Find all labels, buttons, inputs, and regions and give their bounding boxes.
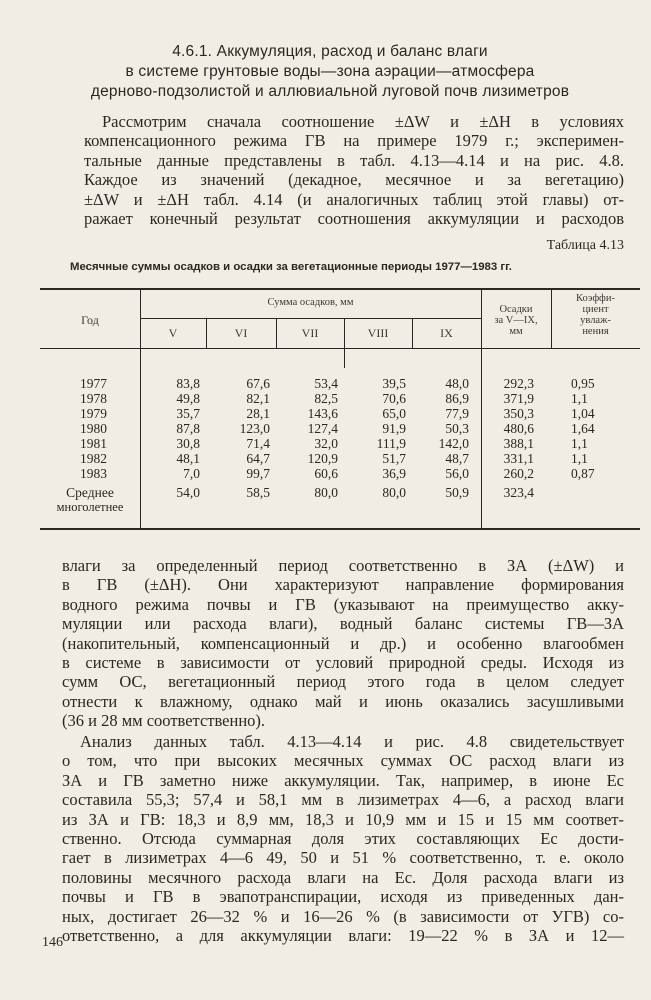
cell-vi: 28,1 xyxy=(246,406,270,421)
heading-line: 4.6.1. Аккумуляция, расход и баланс влаги xyxy=(172,43,488,60)
cell-vi: 99,7 xyxy=(246,466,270,481)
cell-viii: 65,0 xyxy=(382,406,406,421)
cell-ix: 77,9 xyxy=(445,406,469,421)
text-line: отнести к влажному, однако май и июнь оказались засушливыми xyxy=(62,691,624,711)
cell-vii: 143,6 xyxy=(307,406,338,421)
cell-coef: 0,95 xyxy=(571,376,595,391)
cell-vii: 60,6 xyxy=(314,466,338,481)
cell-coef: 1,1 xyxy=(571,451,588,466)
header-season-line: за V—IX, xyxy=(494,315,538,326)
cell-vii: 53,4 xyxy=(314,376,338,391)
cell-v: 83,8 xyxy=(176,376,200,391)
cell-viii: 70,6 xyxy=(382,391,406,406)
text-line: ЗА и ГВ заметно ниже аккумуляции. Так, например, в июне Ec xyxy=(62,770,624,790)
text-line: в ГВ (±ΔH). Они характеризуют направление формирования xyxy=(62,575,624,595)
text-line: из ЗА и ГВ: 18,3 и 8,9 мм, 18,3 и 10,9 мм и 15 и 15 мм соответ- xyxy=(62,809,624,829)
header-month-vi: VI xyxy=(234,326,248,340)
text-line: влаги за определенный период соответственно в ЗА (±ΔW) и xyxy=(62,556,624,575)
cell-season: 350,3 xyxy=(503,406,534,421)
text-line: муляции или расхода влаги), водный баланс системы ГВ—ЗА xyxy=(62,614,624,634)
cell-vii: 82,5 xyxy=(314,391,338,406)
header-season-line: мм xyxy=(509,326,523,337)
cell-mean-label: многолетнее xyxy=(56,500,124,514)
cell-ix: 56,0 xyxy=(445,466,469,481)
cell-vi: 82,1 xyxy=(246,391,270,406)
cell-viii: 91,9 xyxy=(382,421,406,436)
cell-viii: 51,7 xyxy=(382,451,406,466)
cell-v: 48,1 xyxy=(176,451,200,466)
table-bottom-rule xyxy=(40,528,640,530)
header-coef-line: нения xyxy=(582,326,609,337)
text-line: ных, достигает 26—32 % и 16—26 % (в зависимости от УГВ) со- xyxy=(62,906,624,926)
cell-coef: 1,64 xyxy=(571,421,595,436)
cell-vii: 127,4 xyxy=(307,421,338,436)
cell-year: 1982 xyxy=(80,451,107,466)
column-rule xyxy=(344,318,345,368)
cell-coef: 1,04 xyxy=(571,406,595,421)
text-line: о том, что при высоких месячных суммах ОС расход влаги из xyxy=(62,751,624,771)
cell-v: 35,7 xyxy=(176,406,200,421)
cell-ix: 142,0 xyxy=(438,436,469,451)
header-bottom-rule xyxy=(40,348,640,349)
cell-viii: 111,9 xyxy=(376,436,406,451)
cell-season: 480,6 xyxy=(503,421,534,436)
header-coef-line: циент xyxy=(582,304,609,315)
cell-viii: 80,0 xyxy=(382,485,406,500)
analysis-paragraph xyxy=(62,732,624,945)
header-year: Год xyxy=(81,313,99,327)
cell-mean-label: Среднее xyxy=(66,485,114,500)
table-top-rule xyxy=(40,288,640,290)
cell-vi: 71,4 xyxy=(246,436,270,451)
section-heading xyxy=(40,42,620,102)
cell-v: 7,0 xyxy=(183,466,200,481)
cell-vi: 58,5 xyxy=(246,485,270,500)
cell-year: 1979 xyxy=(80,406,107,421)
table-caption: Таблица 4.13 xyxy=(546,238,624,253)
cell-year: 1980 xyxy=(80,421,107,436)
page-number: 146 xyxy=(42,935,63,950)
text-line: ±ΔW и ±ΔH табл. 4.14 (и аналогичных таблиц этой главы) от- xyxy=(84,189,624,209)
cell-season: 388,1 xyxy=(503,436,534,451)
text-line: ственно. Отсюда суммарная доля этих составляющих Ec дости- xyxy=(62,829,624,849)
text-line: тальные данные представлены в табл. 4.13—4.14 и на рис. 4.8. xyxy=(84,150,624,170)
cell-v: 30,8 xyxy=(176,436,200,451)
text-line: Каждое из значений (декадное, месячное и за вегетацию) xyxy=(84,170,624,190)
cell-coef: 1,1 xyxy=(571,391,588,406)
text-line: ответственно, а для аккумуляции влаги: 19—22 % в ЗА и 12— xyxy=(62,926,624,946)
text-line: компенсационного режима ГВ на примере 1979 г.; эксперимен- xyxy=(84,131,624,151)
text-line: сумм ОС, вегетационный период этого года в целом следует xyxy=(62,672,624,692)
text-line: водного режима почвы и ГВ (указывают на преимущество акку- xyxy=(62,594,624,614)
text-line: (накопительный, компенсационный и др.) и особенно влагообмен xyxy=(62,633,624,653)
cell-ix: 86,9 xyxy=(445,391,469,406)
cell-v: 87,8 xyxy=(176,421,200,436)
cell-ix: 48,0 xyxy=(445,376,469,391)
cell-ix: 48,7 xyxy=(445,451,469,466)
cell-ix: 50,3 xyxy=(445,421,469,436)
cell-season: 323,4 xyxy=(503,485,534,500)
cell-vi: 67,6 xyxy=(246,376,270,391)
header-sub-rule xyxy=(140,318,481,319)
text-line: почвы и ГВ в эвапотранспирации, исходя из приведенных дан- xyxy=(62,887,624,907)
table-title: Месячные суммы осадков и осадки за вегетационные периоды 1977—1983 гг. xyxy=(70,261,512,273)
header-month-ix: IX xyxy=(440,326,453,340)
header-precip-group: Сумма осадков, мм xyxy=(267,297,354,308)
cell-v: 49,8 xyxy=(176,391,200,406)
cell-v: 54,0 xyxy=(176,485,200,500)
heading-line: дерново-подзолистой и аллювиальной луговой почв лизиметров xyxy=(90,83,570,100)
header-season-line: Осадки xyxy=(499,304,533,315)
header-coef-line: Коэффи- xyxy=(576,293,615,304)
heading-line: в системе грунтовые воды—зона аэрации—атмосфера xyxy=(125,63,535,80)
cell-season: 331,1 xyxy=(503,451,534,466)
cell-season: 371,9 xyxy=(503,391,534,406)
text-line: составила 55,3; 57,4 и 58,1 мм в лизиметрах 4—6, а расход влаги xyxy=(62,790,624,810)
cell-coef: 0,87 xyxy=(571,466,595,481)
text-line: в системе в зависимости от условий природной среды. Исходя из xyxy=(62,653,624,673)
text-line: ражает конечный результат соотношения аккумуляции и расходов xyxy=(84,209,624,229)
cell-vi: 64,7 xyxy=(246,451,270,466)
header-month-v: V xyxy=(168,326,178,340)
continuation-paragraph xyxy=(62,556,624,731)
text-line: гает в лизиметрах 4—6 49, 50 и 51 % соответственно, т. е. около xyxy=(62,848,624,868)
header-coef-line: увлаж- xyxy=(580,315,611,326)
header-month-vii: VII xyxy=(301,326,319,340)
cell-ix: 50,9 xyxy=(445,485,469,500)
intro-paragraph xyxy=(84,112,624,228)
text-line: Рассмотрим сначала соотношение ±ΔW и ±ΔH в условиях xyxy=(102,112,624,131)
text-line: половины месячного расхода влаги на Ec. Доля расхода влаги из xyxy=(62,867,624,887)
header-month-viii: VIII xyxy=(367,326,389,340)
cell-year: 1977 xyxy=(80,376,107,391)
cell-vii: 120,9 xyxy=(307,451,338,466)
cell-viii: 36,9 xyxy=(382,466,406,481)
precipitation-table xyxy=(40,288,640,530)
cell-vii: 80,0 xyxy=(314,485,338,500)
cell-viii: 39,5 xyxy=(382,376,406,391)
cell-coef: 1,1 xyxy=(571,436,588,451)
cell-season: 292,3 xyxy=(503,376,534,391)
text-line: Анализ данных табл. 4.13—4.14 и рис. 4.8 свидетельствует xyxy=(80,732,624,751)
cell-year: 1978 xyxy=(80,391,107,406)
cell-vi: 123,0 xyxy=(239,421,270,436)
text-line: (36 и 28 мм соответственно). xyxy=(62,711,266,731)
cell-year: 1981 xyxy=(80,436,107,451)
cell-vii: 32,0 xyxy=(314,436,338,451)
cell-season: 260,2 xyxy=(503,466,534,481)
cell-year: 1983 xyxy=(80,466,107,481)
